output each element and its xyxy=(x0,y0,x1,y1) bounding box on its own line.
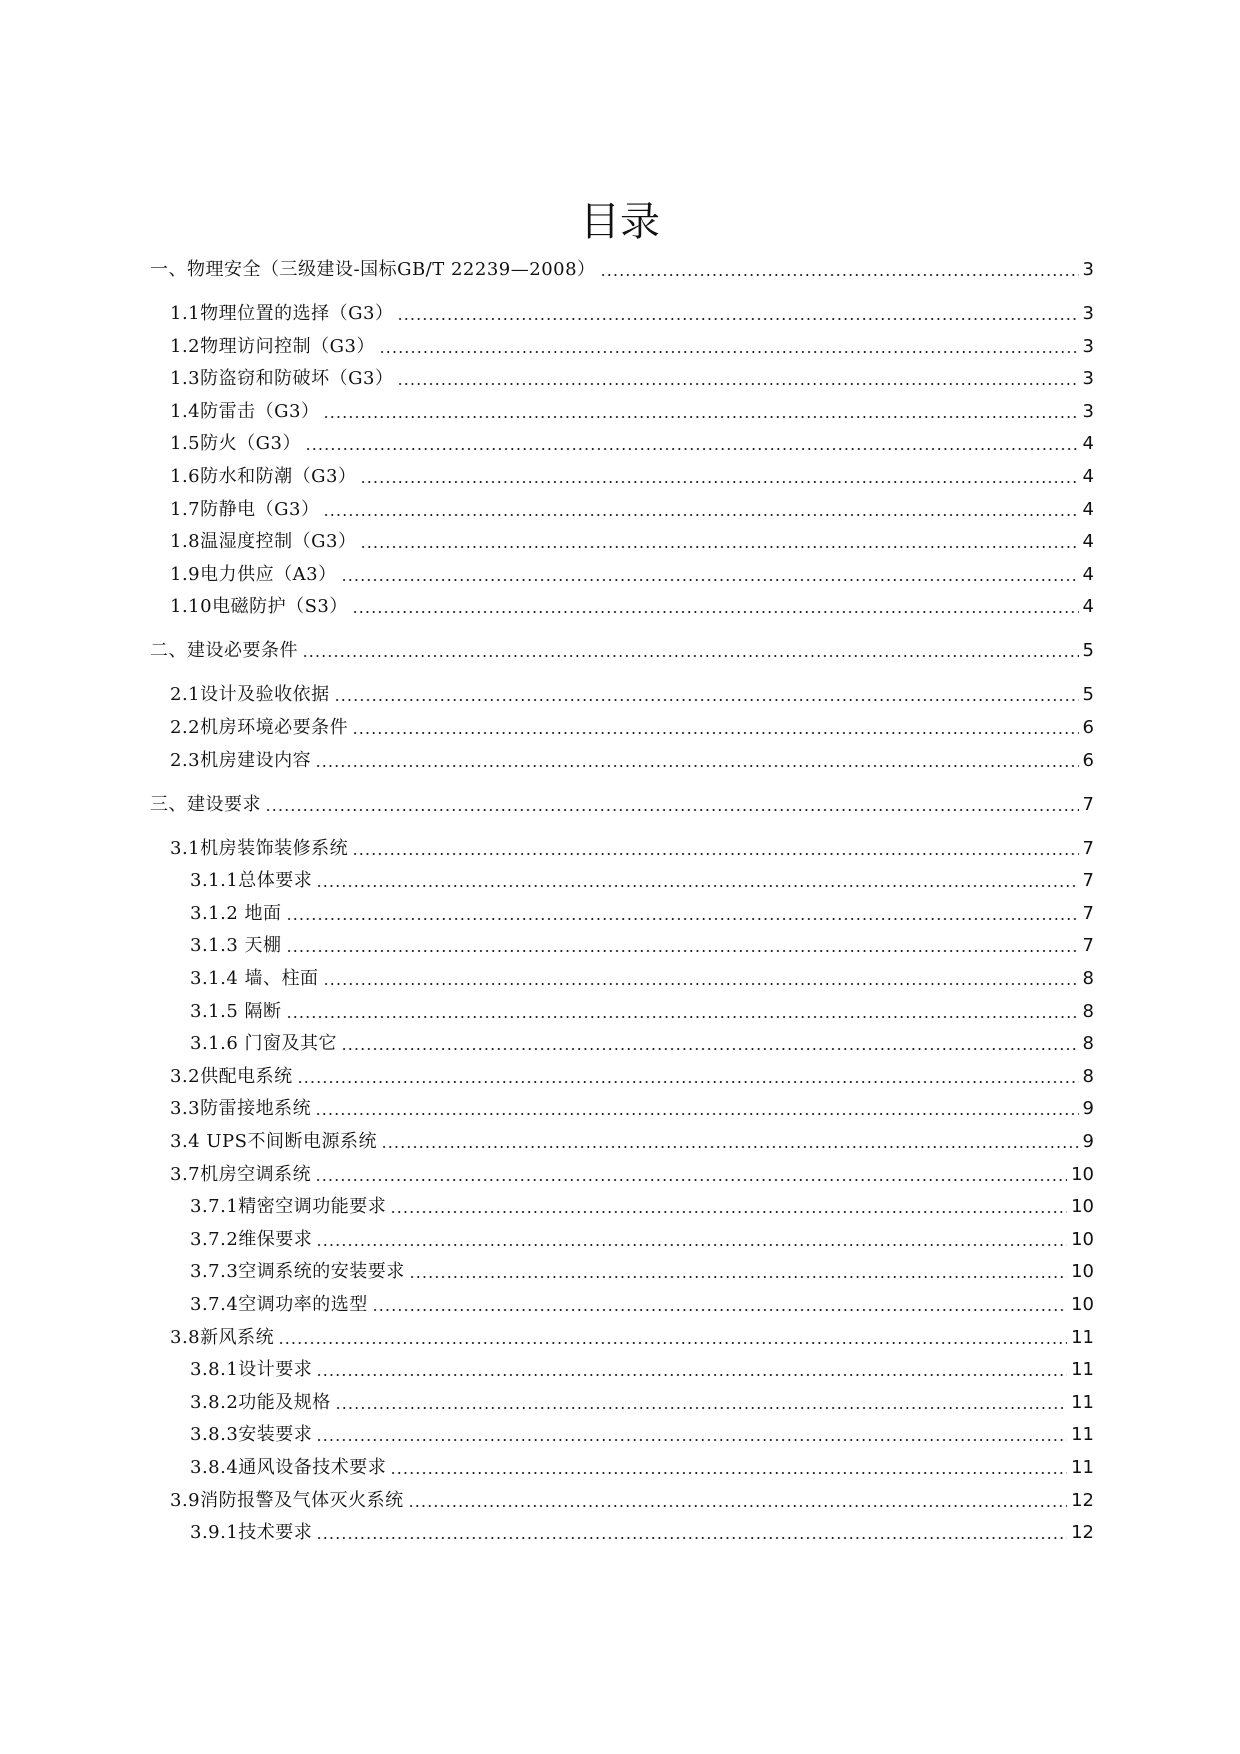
toc-entry[interactable] xyxy=(170,746,1094,776)
toc-entry-page-number: 3 xyxy=(1082,400,1094,422)
dot-leader xyxy=(335,1407,1067,1409)
toc-entry-page-number: 4 xyxy=(1082,433,1094,455)
toc-entry[interactable] xyxy=(190,1225,1094,1255)
toc-entry-label: 3.8.4通风设备技术要求 xyxy=(190,1457,387,1478)
toc-entry-page-number: 12 xyxy=(1071,1522,1094,1544)
toc-entry-label: 1.1物理位置的选择（G3） xyxy=(170,303,394,324)
toc-entry-label: 3.7.3空调系统的安装要求 xyxy=(190,1261,405,1283)
toc-entry-page-number: 11 xyxy=(1071,1359,1094,1381)
dot-leader xyxy=(352,611,1079,613)
toc-entry[interactable] xyxy=(170,299,1094,329)
toc-entry-label: 3.9消防报警及气体灭火系统 xyxy=(170,1489,404,1511)
toc-entry[interactable] xyxy=(170,834,1094,864)
toc-entry-page-number: 7 xyxy=(1082,870,1094,892)
dot-leader xyxy=(316,1374,1067,1376)
toc-entry[interactable] xyxy=(190,931,1094,961)
toc-entry-page-number: 7 xyxy=(1082,837,1094,859)
toc-entry[interactable] xyxy=(190,997,1094,1027)
dot-leader xyxy=(379,351,1079,353)
toc-entry-label: 3.3防雷接地系统 xyxy=(170,1098,312,1120)
dot-leader xyxy=(315,1113,1078,1115)
toc-entry[interactable] xyxy=(170,713,1094,743)
toc-entry-label: 一、物理安全（三级建设-国标GB/T 22239—2008） xyxy=(150,259,596,280)
dot-leader xyxy=(315,1179,1067,1181)
toc-entry[interactable] xyxy=(150,255,1094,285)
toc-entry-label: 3.8.3安装要求 xyxy=(190,1424,313,1446)
toc-entry[interactable] xyxy=(190,899,1094,929)
toc-entry-page-number: 9 xyxy=(1082,1131,1094,1152)
toc-entry-label: 二、建设必要条件 xyxy=(150,640,298,662)
toc-entry[interactable] xyxy=(170,364,1094,394)
toc-entry-page-number: 6 xyxy=(1082,717,1094,738)
toc-entry[interactable] xyxy=(190,1029,1094,1059)
toc-entry-page-number: 11 xyxy=(1071,1457,1094,1478)
toc-entry-label: 3.1机房装饰装修系统 xyxy=(170,837,349,859)
toc-entry-label: 1.4防雷击（G3） xyxy=(170,400,320,422)
toc-entry-page-number: 3 xyxy=(1082,368,1094,390)
toc-entry-label: 3.8新风系统 xyxy=(170,1326,275,1348)
toc-entry-label: 3.8.2功能及规格 xyxy=(190,1391,331,1413)
toc-entry[interactable] xyxy=(190,1355,1094,1385)
toc-entry-label: 3.7.1精密空调功能要求 xyxy=(190,1196,387,1218)
toc-entry-label: 3.9.1技术要求 xyxy=(190,1522,313,1544)
dot-leader xyxy=(409,1276,1067,1278)
toc-entry[interactable] xyxy=(170,1094,1094,1124)
toc-entry-label: 3.7.4空调功率的选型 xyxy=(190,1294,368,1315)
dot-leader xyxy=(600,274,1079,276)
toc-entry-page-number: 4 xyxy=(1082,563,1094,585)
toc-entry-label: 3.1.2 地面 xyxy=(190,902,282,924)
toc-entry-page-number: 4 xyxy=(1082,596,1094,618)
toc-entry-page-number: 4 xyxy=(1082,531,1094,553)
toc-entry[interactable] xyxy=(170,397,1094,427)
dot-leader xyxy=(286,918,1079,920)
toc-entry-label: 3.1.3 天棚 xyxy=(190,935,282,957)
toc-entry[interactable] xyxy=(190,1420,1094,1450)
toc-entry[interactable] xyxy=(170,429,1094,459)
toc-entry[interactable] xyxy=(170,332,1094,362)
toc-entry-label: 3.8.1设计要求 xyxy=(190,1359,313,1381)
toc-entry[interactable] xyxy=(170,1160,1094,1190)
toc-entry-page-number: 3 xyxy=(1082,303,1094,324)
dot-leader xyxy=(286,950,1079,952)
toc-entry[interactable] xyxy=(170,1127,1094,1157)
toc-entry[interactable] xyxy=(190,1192,1094,1222)
toc-entry-label: 3.4 UPS不间断电源系统 xyxy=(170,1131,377,1152)
dot-leader xyxy=(390,1472,1067,1474)
toc-entry[interactable] xyxy=(170,1486,1094,1516)
toc-entry[interactable] xyxy=(190,866,1094,896)
toc-entry-page-number: 10 xyxy=(1071,1228,1094,1250)
dot-leader xyxy=(316,1244,1067,1246)
dot-leader xyxy=(323,416,1078,418)
toc-entry-page-number: 7 xyxy=(1082,935,1094,957)
toc-entry-page-number: 10 xyxy=(1071,1163,1094,1185)
toc-entry[interactable] xyxy=(170,495,1094,525)
toc-entry-label: 3.1.1总体要求 xyxy=(190,870,313,892)
toc-entry[interactable] xyxy=(190,1453,1094,1483)
dot-leader xyxy=(297,1081,1079,1083)
toc-entry-label: 1.3防盗窃和防破坏（G3） xyxy=(170,368,394,390)
dot-leader xyxy=(372,1309,1067,1311)
toc-entry[interactable] xyxy=(170,592,1094,622)
toc-entry-label: 1.8温湿度控制（G3） xyxy=(170,531,357,553)
toc-entry-page-number: 10 xyxy=(1071,1196,1094,1218)
dot-leader xyxy=(381,1146,1079,1148)
dot-leader xyxy=(315,765,1078,767)
toc-entry-label: 三、建设要求 xyxy=(150,793,261,815)
dot-leader xyxy=(360,481,1078,483)
toc-entry[interactable] xyxy=(170,560,1094,590)
toc-entry-label: 3.1.4 墙、柱面 xyxy=(190,968,319,989)
dot-leader xyxy=(352,732,1078,734)
toc-entry-page-number: 9 xyxy=(1082,1098,1094,1120)
toc-entry-page-number: 8 xyxy=(1082,1065,1094,1087)
dot-leader xyxy=(408,1505,1067,1507)
toc-entry-page-number: 5 xyxy=(1082,640,1094,662)
toc-entry-label: 1.9电力供应（A3） xyxy=(170,563,337,585)
toc-entry-label: 1.5防火（G3） xyxy=(170,433,301,455)
toc-entry-label: 1.10电磁防护（S3） xyxy=(170,596,348,618)
toc-entry[interactable] xyxy=(190,964,1094,994)
dot-leader xyxy=(341,1048,1079,1050)
toc-entry[interactable] xyxy=(150,790,1094,820)
toc-entry-label: 3.1.5 隔断 xyxy=(190,1000,282,1022)
toc-entry[interactable] xyxy=(170,527,1094,557)
toc-entry[interactable] xyxy=(150,636,1094,666)
dot-leader xyxy=(316,1439,1067,1441)
toc-entry-page-number: 6 xyxy=(1082,749,1094,771)
toc-entry-label: 3.1.6 门窗及其它 xyxy=(190,1033,338,1055)
toc-entry-page-number: 11 xyxy=(1071,1326,1094,1348)
toc-entry-label: 3.7机房空调系统 xyxy=(170,1163,312,1185)
toc-entry[interactable] xyxy=(190,1388,1094,1418)
toc-entry-page-number: 4 xyxy=(1082,498,1094,520)
dot-leader xyxy=(397,383,1078,385)
toc-entry[interactable] xyxy=(190,1290,1094,1320)
dot-leader xyxy=(341,579,1079,581)
toc-entry-page-number: 7 xyxy=(1082,793,1094,815)
dot-leader xyxy=(305,448,1079,450)
dot-leader xyxy=(352,853,1078,855)
toc-entry[interactable] xyxy=(190,1518,1094,1548)
toc-entry-page-number: 11 xyxy=(1071,1391,1094,1413)
dot-leader xyxy=(397,318,1078,320)
toc-entry-page-number: 11 xyxy=(1071,1424,1094,1446)
toc-entry-label: 2.3机房建设内容 xyxy=(170,749,312,771)
toc-entry-page-number: 5 xyxy=(1082,684,1094,706)
toc-entry-page-number: 8 xyxy=(1082,968,1094,989)
toc-entry-page-number: 4 xyxy=(1082,466,1094,487)
toc-entry-page-number: 3 xyxy=(1082,335,1094,357)
toc-entry-page-number: 8 xyxy=(1082,1033,1094,1055)
toc-entry-page-number: 10 xyxy=(1071,1294,1094,1315)
dot-leader xyxy=(390,1211,1067,1213)
dot-leader xyxy=(316,1537,1067,1539)
toc-entry[interactable] xyxy=(170,1323,1094,1353)
dot-leader xyxy=(278,1342,1067,1344)
dot-leader xyxy=(323,514,1078,516)
toc-entry[interactable] xyxy=(170,680,1094,710)
toc-entry[interactable] xyxy=(170,1062,1094,1092)
toc-entry-label: 2.2机房环境必要条件 xyxy=(170,717,349,738)
toc-entry-label: 2.1设计及验收依据 xyxy=(170,684,330,706)
toc-entry-page-number: 3 xyxy=(1082,259,1094,280)
toc-entry[interactable] xyxy=(170,462,1094,492)
toc-entry-page-number: 12 xyxy=(1071,1489,1094,1511)
toc-entry-label: 1.7防静电（G3） xyxy=(170,498,320,520)
toc-title: 目录 xyxy=(580,199,660,245)
dot-leader xyxy=(316,885,1078,887)
toc-entry-page-number: 8 xyxy=(1082,1000,1094,1022)
dot-leader xyxy=(360,546,1078,548)
toc-entry-label: 3.2供配电系统 xyxy=(170,1065,293,1087)
toc-entry-label: 3.7.2维保要求 xyxy=(190,1228,313,1250)
dot-leader xyxy=(286,1016,1079,1018)
toc-entry-page-number: 10 xyxy=(1071,1261,1094,1283)
toc-entry-label: 1.6防水和防潮（G3） xyxy=(170,466,357,487)
toc-entry[interactable] xyxy=(190,1257,1094,1287)
dot-leader xyxy=(323,983,1079,985)
dot-leader xyxy=(334,699,1079,701)
toc-entry-label: 1.2物理访问控制（G3） xyxy=(170,335,375,357)
toc-entry-page-number: 7 xyxy=(1082,902,1094,924)
dot-leader xyxy=(265,809,1079,811)
dot-leader xyxy=(302,655,1079,657)
